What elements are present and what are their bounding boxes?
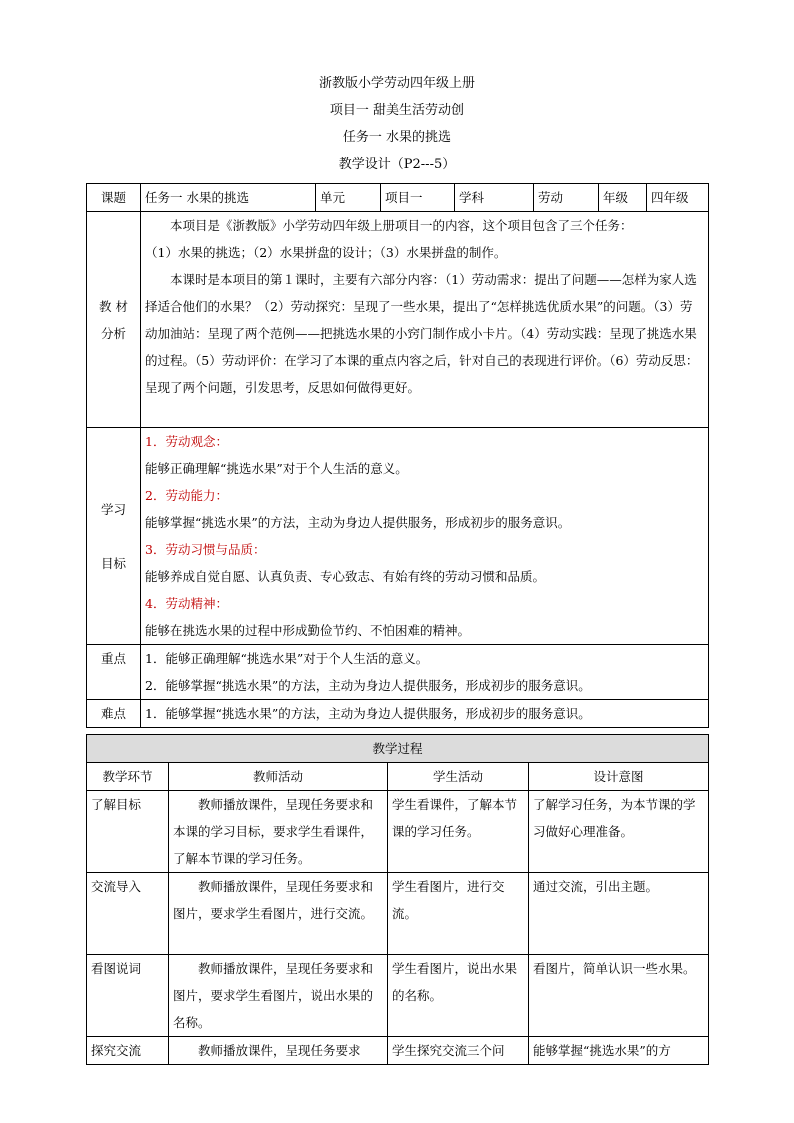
analysis-label-line1: 教 材 (99, 298, 128, 314)
stage-cell: 探究交流 (87, 1037, 169, 1065)
header-student: 学生活动 (388, 763, 529, 791)
teacher-cell: 教师播放课件，呈现任务要求和图片，要求学生看图片，进行交流。 (169, 873, 388, 955)
student-cell: 学生看图片，说出水果的名称。 (388, 955, 529, 1037)
value-subject: 劳动 (534, 184, 599, 212)
analysis-content (141, 212, 709, 428)
table-row (87, 1037, 709, 1065)
teacher-cell: 教师播放课件，呈现任务要求和图片，要求学生看图片，说出水果的名称。 (169, 955, 388, 1037)
heading-task: 任务一 水果的挑选 (342, 130, 452, 145)
value-grade: 四年级 (647, 184, 709, 212)
analysis-row (87, 212, 709, 428)
goals-label-line2: 目标 (100, 555, 126, 571)
heading-textbook: 浙教版小学劳动四年级上册 (318, 76, 475, 91)
goal-heading-4: 4．劳动精神： (145, 596, 228, 611)
heading-project: 项目一 甜美生活劳动创 (329, 103, 465, 118)
goals-row (87, 428, 709, 645)
table-row (87, 791, 709, 873)
analysis-paragraph-1b: （1）水果的挑选；（2）水果拼盘的设计；（3）水果拼盘的制作。 (145, 245, 507, 260)
stage-cell: 看图说词 (87, 955, 169, 1037)
goal-text-1: 能够正确理解“挑选水果”对于个人生活的意义。 (145, 461, 408, 476)
table-row (87, 873, 709, 955)
process-title-row (87, 735, 709, 763)
value-unit: 项目一 (381, 184, 455, 212)
analysis-label (87, 212, 141, 428)
key-point-1: 1．能够正确理解“挑选水果”对于个人生活的意义。 (145, 651, 429, 666)
teacher-cell: 教师播放课件，呈现任务要求 (169, 1037, 388, 1065)
goal-heading-1: 1．劳动观念： (145, 434, 228, 449)
label-unit: 单元 (316, 184, 381, 212)
difficulty-label: 难点 (87, 700, 141, 728)
header-teacher: 教师活动 (169, 763, 388, 791)
header-intent: 设计意图 (529, 763, 709, 791)
student-cell: 学生看课件，了解本节课的学习任务。 (388, 791, 529, 873)
goals-label (87, 428, 141, 645)
student-cell: 学生探究交流三个问 (388, 1037, 529, 1065)
key-point-2: 2．能够掌握“挑选水果”的方法，主动为身边人提供服务，形成初步的服务意识。 (145, 678, 591, 693)
goal-text-2: 能够掌握“挑选水果”的方法，主动为身边人提供服务，形成初步的服务意识。 (145, 515, 571, 530)
analysis-paragraph-2: 本课时是本项目的第１课时，主要有六部分内容：（1）劳动需求：提出了问题——怎样为家人选择适合他们的水果？（2）劳动探究：呈现了一些水果，提出了“怎样挑选优质水果”的问题。（3）劳动加油站：呈现了两个范例——把挑选水果的小窍门制作成小卡片。（4）劳动实践：呈现了挑选水果的过程。（5）劳动评价：在学习了本课的重点内容之后，针对自己的表现进行评价。（6）劳动反思：呈现了两个问题，引发思考，反思如何做得更好。 (145, 272, 699, 395)
heading-design: 教学设计（P2---5） (338, 157, 456, 172)
table-row (87, 955, 709, 1037)
goals-label-line1: 学习 (100, 501, 126, 517)
goal-text-4: 能够在挑选水果的过程中形成勤俭节约、不怕困难的精神。 (145, 623, 471, 638)
stage-cell: 交流导入 (87, 873, 169, 955)
key-points-row (87, 645, 709, 700)
header-stage: 教学环节 (87, 763, 169, 791)
intent-cell: 了解学习任务，为本节课的学习做好心理准备。 (529, 791, 709, 873)
intent-cell: 通过交流，引出主题。 (529, 873, 709, 955)
document-headings (0, 70, 794, 178)
difficulty-row (87, 700, 709, 728)
label-grade: 年级 (599, 184, 647, 212)
goal-heading-3: 3．劳动习惯与品质： (145, 542, 266, 557)
key-points-content (141, 645, 709, 700)
process-title: 教学过程 (87, 735, 709, 763)
teaching-process-table (86, 734, 709, 1065)
process-header-row (87, 763, 709, 791)
value-topic: 任务一 水果的挑选 (141, 184, 316, 212)
goals-content (141, 428, 709, 645)
lesson-info-table (86, 183, 709, 728)
analysis-paragraph-1: 本项目是《浙教版》小学劳动四年级上册项目一的内容，这个项目包含了三个任务： (170, 218, 633, 233)
label-topic: 课题 (87, 184, 141, 212)
student-cell: 学生看图片，进行交流。 (388, 873, 529, 955)
teacher-cell: 教师播放课件，呈现任务要求和本课的学习目标，要求学生看课件，了解本节课的学习任务。 (169, 791, 388, 873)
stage-cell: 了解目标 (87, 791, 169, 873)
difficulty-content: 1．能够掌握“挑选水果”的方法，主动为身边人提供服务，形成初步的服务意识。 (141, 700, 709, 728)
goal-heading-2: 2．劳动能力： (145, 488, 228, 503)
goal-text-3: 能够养成自觉自愿、认真负责、专心致志、有始有终的劳动习惯和品质。 (145, 569, 546, 584)
label-subject: 学科 (455, 184, 534, 212)
intent-cell: 看图片，简单认识一些水果。 (529, 955, 709, 1037)
analysis-label-line2: 分析 (100, 325, 126, 341)
info-row (87, 184, 709, 212)
key-points-label: 重点 (87, 645, 141, 700)
intent-cell: 能够掌握“挑选水果”的方 (529, 1037, 709, 1065)
